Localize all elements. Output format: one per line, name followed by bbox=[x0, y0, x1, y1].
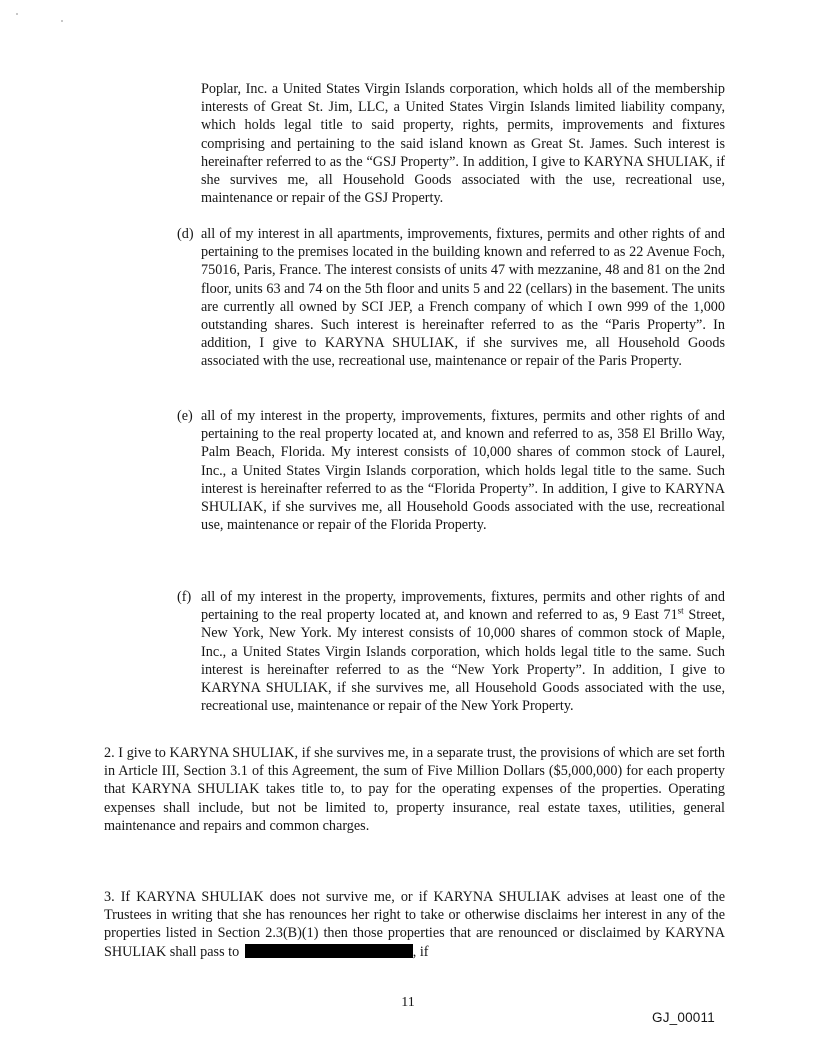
list-item-text-part: all of my interest in the property, improvements, fixtures, permits and other rights of and pertaining to the real property located at, and known and referred to as, 9 East 71 bbox=[201, 589, 725, 624]
scan-speck bbox=[61, 20, 63, 22]
page-number: 11 bbox=[401, 995, 415, 1010]
ordinal-suffix: st bbox=[677, 605, 684, 616]
bates-number: GJ_00011 bbox=[652, 1010, 715, 1025]
list-item-text: all of my interest in the property, improvements, fixtures, permits and other rights of and pertaining to the real property located at, and known and referred to as, 358 El Brillo Way, Palm Beach, Florida. My interest consists of 10,000 shares of common stock of Laurel, Inc., a United States Virgin Islands corporation, which holds legal title to the same. Such interest is hereinafter referred to as the “Florida Property”. In addition, I give to KARYNA SHULIAK, if she survives me, all Household Goods associated with the use, recreational use, maintenance or repair of the Florida Property. bbox=[201, 408, 725, 534]
list-item-label: (f) bbox=[177, 589, 192, 605]
list-item-e bbox=[177, 407, 725, 534]
list-item-f bbox=[177, 588, 725, 715]
list-item-text bbox=[201, 588, 725, 715]
paragraph-3-tail: , if bbox=[412, 943, 429, 960]
list-item-text: all of my interest in all apartments, improvements, fixtures, permits and other rights of and pertaining to the premises located in the building known and referred to as 22 Avenue Foch, 75016, Paris, France. The interest consists of units 47 with mezzanine, 48 and 81 on the 2nd floor, units 63 and 74 on the 5th floor and units 5 and 22 (cellars) in the basement. The units are currently all owned by SCI JEP, a French company of which I own 999 of the 1,000 outstanding shares. Such interest is hereinafter referred to as the “Paris Property”. In addition, I give to KARYNA SHULIAK, if she survives me, all Household Goods associated with the use, recreational use, maintenance or repair of the Paris Property. bbox=[201, 226, 725, 370]
list-item-label: (d) bbox=[177, 226, 194, 242]
paragraph-2: 2. I give to KARYNA SHULIAK, if she survives me, in a separate trust, the provisions of which are set forth in Article III, Section 3.1 of this Agreement, the sum of Five Million Dollars ($5,000,000) for each property that KARYNA SHULIAK takes title to, to pay for the operating expenses of the properties. Operating expenses shall include, but not be limited to, property insurance, real estate taxes, utilities, general maintenance and repairs and common charges. bbox=[104, 745, 725, 834]
redaction-bar bbox=[245, 944, 413, 958]
list-item-text-part: Street, New York, New York. My interest consists of 10,000 shares of common stock of Maple, Inc., a United States Virgin Islands corporation, which holds legal title to the same. Such interest is hereinafter referred to as the “New York Property”. In addition, I give to KARYNA SHULIAK, if she survives me, all Household Goods associated with the use, recreational use, maintenance or repair of the New York Property. bbox=[201, 607, 726, 715]
list-item-label: (e) bbox=[177, 408, 193, 424]
list-item-d bbox=[177, 225, 725, 371]
paragraph-3-text: 3. If KARYNA SHULIAK does not survive me, or if KARYNA SHULIAK advises at least one of the Trustees in writing that she has renounces her right to take or otherwise disclaims her interest in any of the properties listed in Section 2.3(B)(1) then those properties that are renounced or disclaimed by KARYNA SHULIAK shall pass to bbox=[104, 889, 725, 960]
intro-paragraph: Poplar, Inc. a United States Virgin Islands corporation, which holds all of the membership interests of Great St. Jim, LLC, a United States Virgin Islands limited liability company, which holds legal title to said property, rights, permits, improvements and fixtures comprising and pertaining to the said island known as Great St. James. Such interest is hereinafter referred to as the “GSJ Property”. In addition, I give to KARYNA SHULIAK, if she survives me, all Household Goods associated with the use, recreational use, maintenance or repair of the GSJ Property. bbox=[201, 81, 725, 207]
paragraph-3 bbox=[104, 888, 725, 961]
scan-speck bbox=[16, 13, 18, 15]
